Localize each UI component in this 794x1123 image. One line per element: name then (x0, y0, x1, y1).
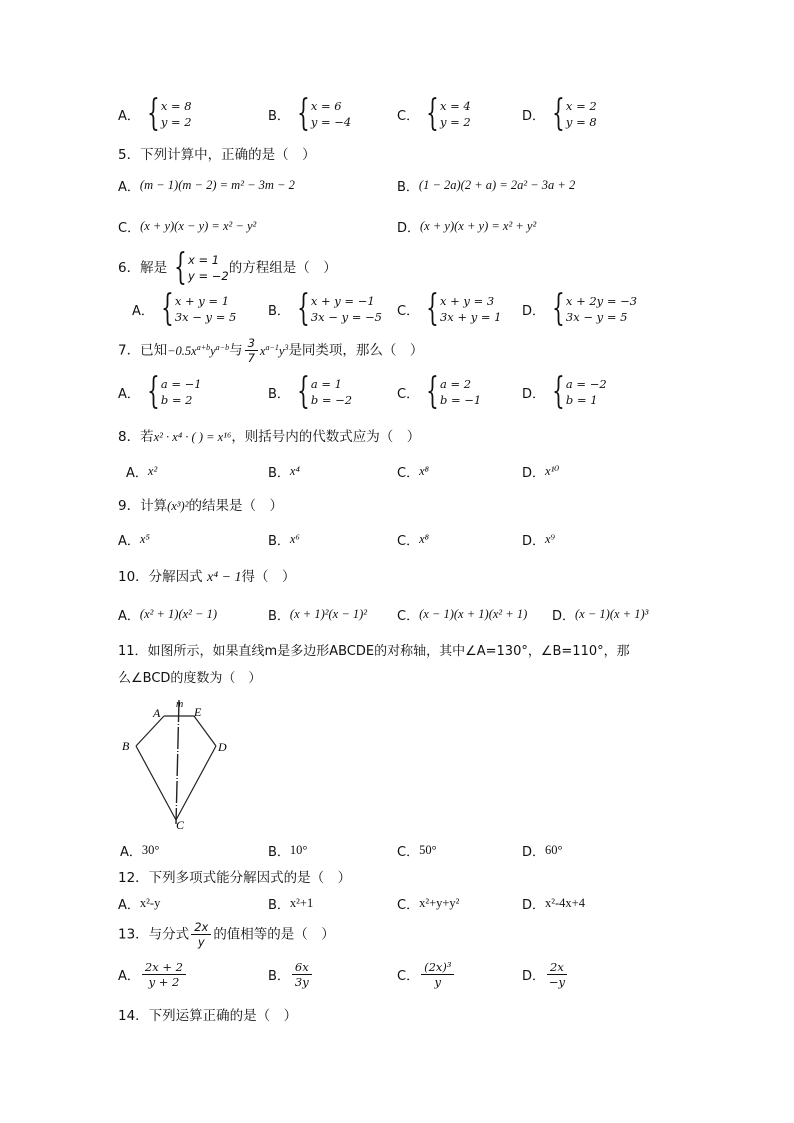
q8-option-c[interactable]: C．x⁸ (397, 464, 429, 481)
q11-option-b[interactable]: B．10° (268, 843, 308, 860)
edge-bc (136, 746, 176, 820)
q7-option-a[interactable]: A． { a = −1 b = 2 (118, 371, 202, 412)
label-e: E (194, 705, 202, 719)
q11-figure (118, 696, 238, 831)
q13-option-b[interactable]: B． $\frac{6x}{3y}$ (268, 960, 314, 989)
q14-stem: 14．下列运算正确的是（ ） (118, 1008, 298, 1024)
label-c: C (176, 818, 185, 831)
label-d: D (218, 740, 227, 754)
q12-option-b[interactable]: B．x²+1 (268, 896, 314, 913)
edge-ed (194, 716, 216, 746)
q10-stem: 10．分解因式 x⁴ − 1得（ ） (118, 569, 296, 585)
q11-stem-line2: 么∠BCD的度数为（ ） (118, 671, 262, 686)
q12-option-c[interactable]: C．x²+y+y² (397, 896, 460, 913)
q13-option-c[interactable]: C． $\frac{\text{(2x)³}}{y}$ (397, 960, 456, 989)
q7-options (0, 371, 794, 414)
label-m: m (176, 699, 184, 710)
edge-dc (176, 746, 216, 820)
axis-m (176, 700, 179, 824)
q7-option-d[interactable]: D． { a = −2 b = 1 (522, 371, 607, 412)
q13-option-a[interactable]: A． $\frac{2x + 2}{y + 2}$ (118, 960, 188, 989)
q10-option-d[interactable]: D．(x − 1)(x + 1)³ (552, 607, 649, 624)
q11-option-d[interactable]: D．60° (522, 843, 563, 860)
q8-option-b[interactable]: B．x⁴ (268, 464, 300, 481)
q6-option-c[interactable]: C． { x + y = 3 3x + y = 1 (397, 288, 502, 329)
q7-option-c[interactable]: C． { a = 2 b = −1 (397, 371, 482, 412)
q5-option-b[interactable]: B．(1 − 2a)(2 + a) = 2a² − 3a + 2 (397, 178, 576, 195)
q6-options (0, 288, 794, 331)
q9-option-a[interactable]: A．x⁵ (118, 532, 150, 549)
q11-option-c[interactable]: C．50° (397, 843, 437, 860)
q13-option-d[interactable]: D． $\frac{2x}{-y}$ (522, 960, 565, 989)
q5-option-a[interactable]: A．(m − 1)(m − 2) = m² − 3m − 2 (118, 178, 295, 195)
label-a: A (153, 706, 161, 720)
q9-option-b[interactable]: B．x⁶ (268, 532, 300, 549)
q10-option-b[interactable]: B．(x + 1)²(x − 1)² (268, 607, 368, 624)
q9-stem: 9．计算(x³)²的结果是（ ） (118, 498, 283, 514)
q8-option-a[interactable]: A．x² (126, 464, 158, 481)
q8-option-d[interactable]: D．x¹⁰ (522, 464, 560, 481)
q4-option-b[interactable]: B． { x = 6 y = −4 (268, 93, 352, 134)
q7-option-b[interactable]: B． { a = 1 b = −2 (268, 371, 353, 412)
q8-stem: 8．若x² · x⁴ · ( ) = x¹⁶，则括号内的代数式应为（ ） (118, 429, 421, 445)
q4-option-d[interactable]: D． { x = 2 y = 8 (522, 93, 597, 134)
q6-option-a[interactable]: A． { x + y = 1 3x − y = 5 (132, 288, 237, 329)
q6-option-b[interactable]: B． { x + y = −1 3x − y = −5 (268, 288, 382, 329)
q4-option-c[interactable]: C． { x = 4 y = 2 (397, 93, 471, 134)
label-b: B (122, 739, 130, 753)
q6-stem: 6．解是 { x = 1 y = −2 的方程组是（ ） (118, 247, 337, 288)
q4-option-a[interactable]: A． { x = 8 y = 2 (118, 93, 192, 134)
q6-option-d[interactable]: D． { x + 2y = −3 3x − y = 5 (522, 288, 638, 329)
q10-option-a[interactable]: A．(x² + 1)(x² − 1) (118, 607, 218, 624)
q5-option-c[interactable]: C．(x + y)(x − y) = x² − y² (118, 219, 257, 236)
q12-option-a[interactable]: A．x²-y (118, 896, 161, 913)
q9-option-c[interactable]: C．x⁸ (397, 532, 429, 549)
q4-options (0, 93, 794, 136)
edge-ab (136, 716, 164, 746)
q10-option-c[interactable]: C．(x − 1)(x + 1)(x² + 1) (397, 607, 528, 624)
q9-option-d[interactable]: D．x⁹ (522, 532, 555, 549)
q11-stem-line1: 11．如图所示，如果直线m是多边形ABCDE的对称轴，其中∠A=130°，∠B=110°，那 (118, 644, 630, 659)
q13-stem: 13．与分式 $\frac{2x}{y}$ 的值相等的是（ ） (118, 920, 335, 949)
q5-stem: 5．下列计算中，正确的是（ ） (118, 147, 316, 163)
q7-stem: 7．已知$-0.5x^{a+b}y^{a-b}$与 $\frac{3}{7}$ $x^{a-1}y^3$是同类项，那么（ ） (118, 336, 424, 365)
q12-option-d[interactable]: D．x²-4x+4 (522, 896, 585, 913)
q11-option-a[interactable]: A．30° (120, 843, 160, 860)
q5-option-d[interactable]: D．(x + y)(x + y) = x² + y² (397, 219, 537, 236)
q12-stem: 12．下列多项式能分解因式的是（ ） (118, 870, 352, 886)
